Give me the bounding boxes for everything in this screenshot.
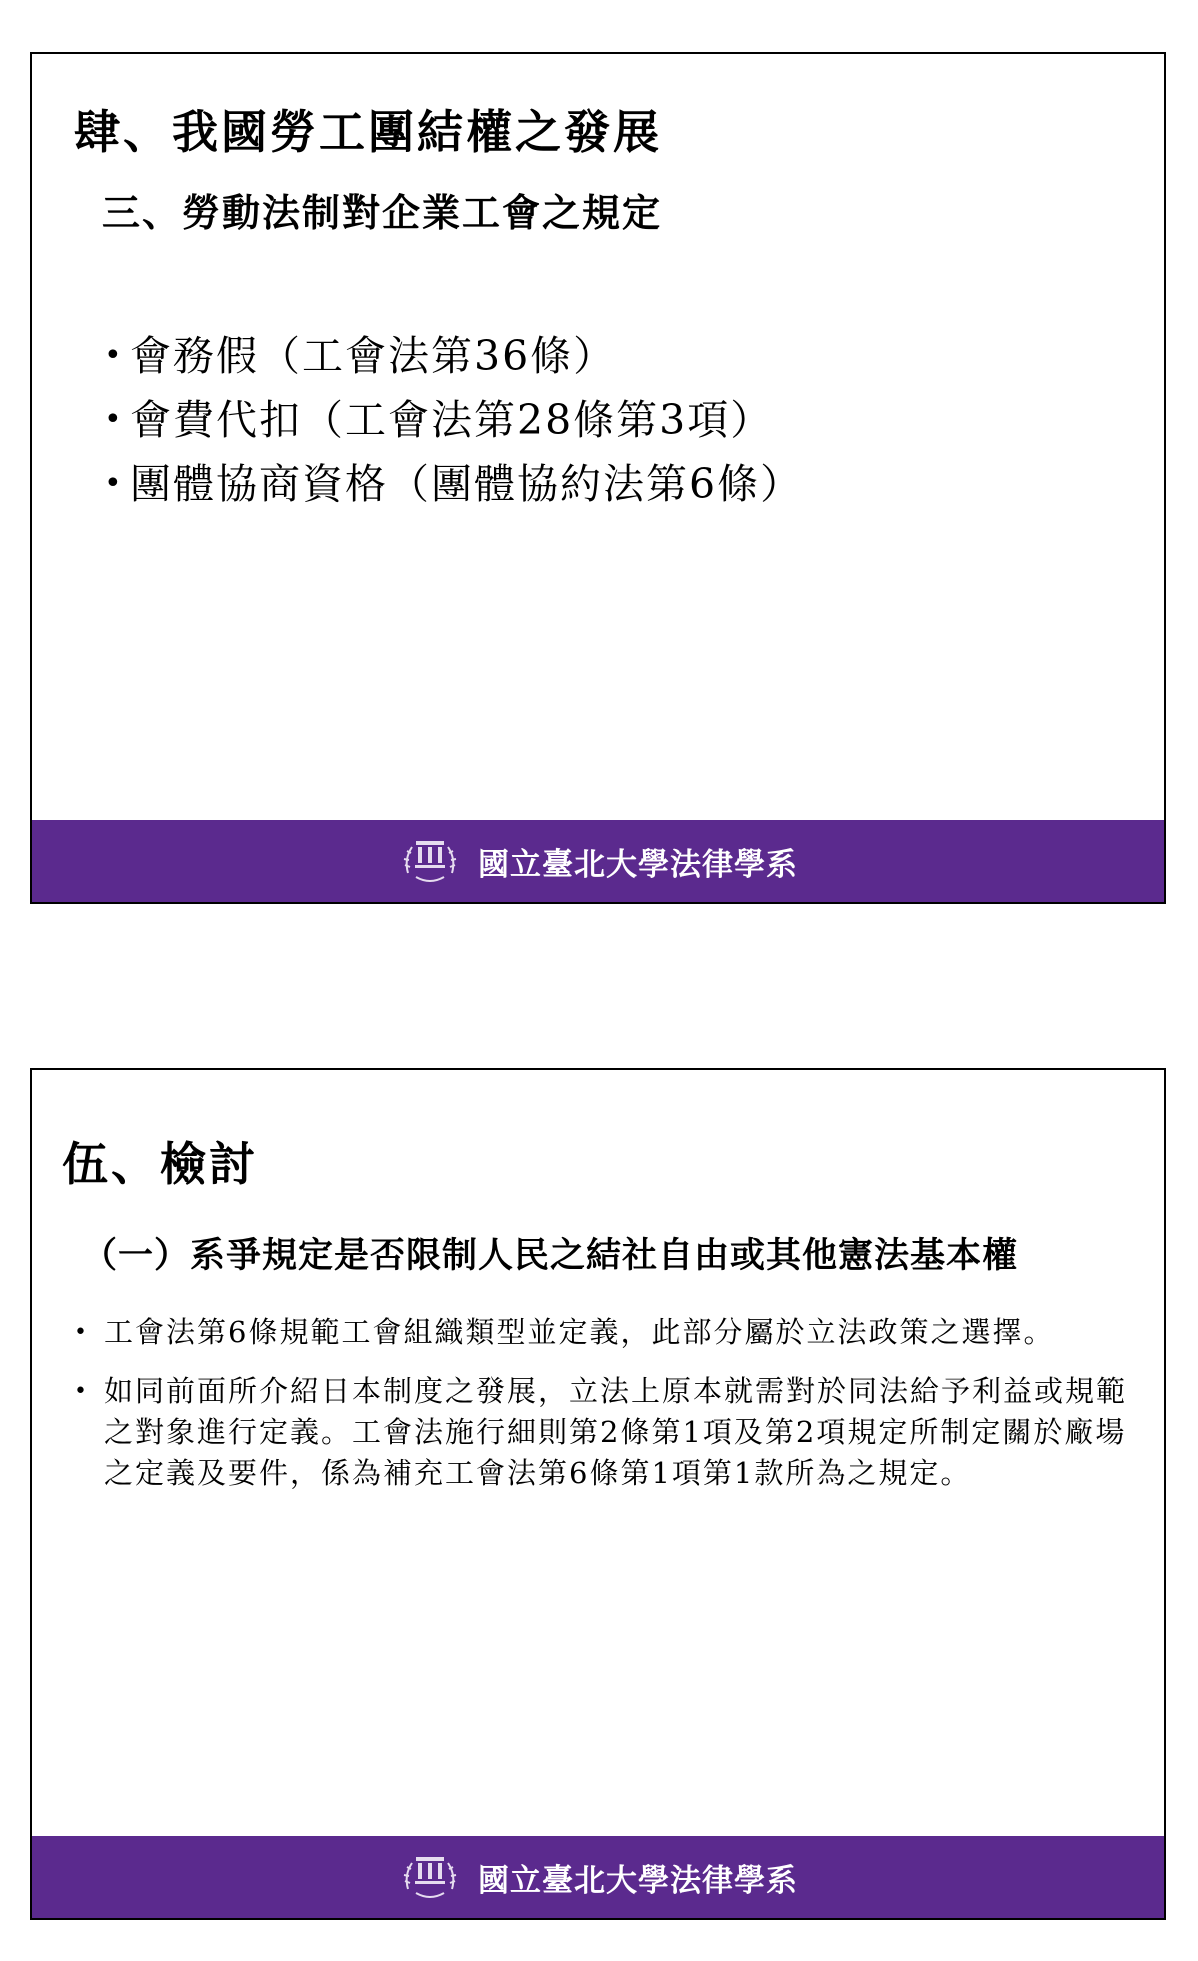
slide-title: 肆、我國勞工團結權之發展 xyxy=(74,105,662,159)
bullet-item xyxy=(74,1312,1134,1353)
slide-title: 伍、檢討 xyxy=(62,1137,258,1191)
slide-subtitle: 三、勞動法制對企業工會之規定 xyxy=(102,191,663,235)
slide-2 xyxy=(30,1068,1166,1920)
bullet-text: 如同前面所介紹日本制度之發展，立法上原本就需對於同法給予利益或規範之對象進行定義。工會法施行細則第2條第1項及第2項規定所制定關於廠場之定義及要件，係為補充工會法第6條第1項第1款所為之規定。 xyxy=(104,1374,1128,1490)
ntpu-law-logo-icon xyxy=(398,829,462,893)
bullet-item xyxy=(104,324,803,388)
bullet-list xyxy=(74,1312,1134,1512)
slide-footer xyxy=(32,820,1164,902)
bullet-text: 團體協商資格（團體協約法第6條） xyxy=(130,460,804,508)
bullet-item xyxy=(104,452,803,516)
bullet-icon: • xyxy=(74,1379,89,1404)
ntpu-law-logo-icon xyxy=(398,1845,462,1909)
bullet-text: 會務假（工會法第36條） xyxy=(130,332,617,380)
bullet-icon: • xyxy=(74,1320,89,1345)
bullet-item xyxy=(74,1371,1134,1494)
bullet-text: 會費代扣（工會法第28條第3項） xyxy=(130,396,774,444)
bullet-icon: • xyxy=(104,338,124,373)
bullet-list xyxy=(104,324,803,516)
slide-1 xyxy=(30,52,1166,904)
bullet-icon: • xyxy=(104,402,124,437)
slide-subtitle: （一）系爭規定是否限制人民之結社自由或其他憲法基本權 xyxy=(82,1236,1019,1276)
footer-text: 國立臺北大學法律學系 xyxy=(478,846,798,883)
bullet-text: 工會法第6條規範工會組織類型並定義，此部分屬於立法政策之選擇。 xyxy=(104,1315,1055,1349)
bullet-icon: • xyxy=(104,466,124,501)
slide-footer xyxy=(32,1836,1164,1918)
bullet-item xyxy=(104,388,803,452)
footer-text: 國立臺北大學法律學系 xyxy=(478,1862,798,1899)
